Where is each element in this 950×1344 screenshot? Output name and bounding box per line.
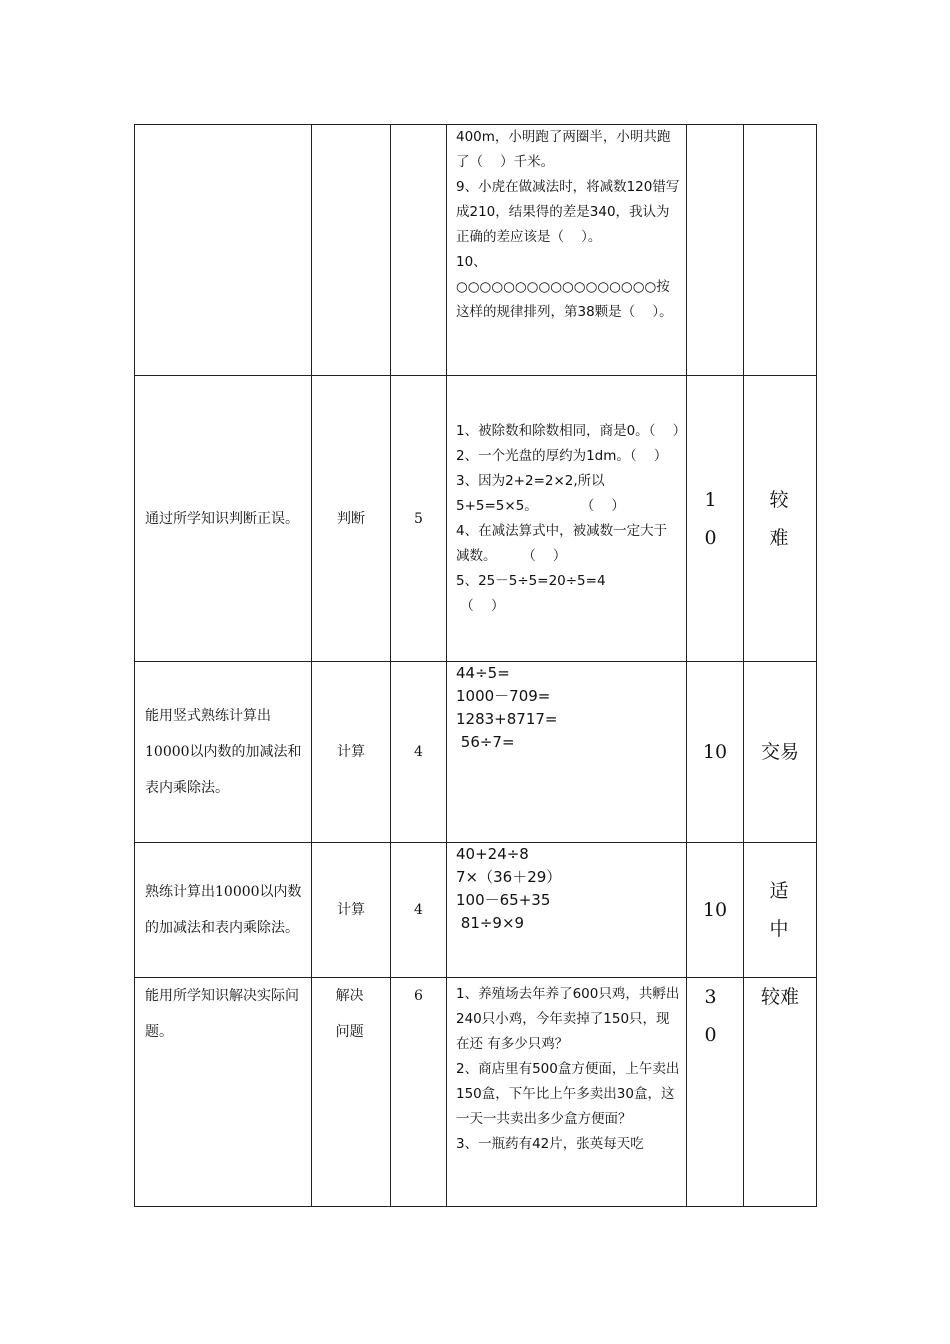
table-row [135,376,817,662]
objective-cell: 能用所学知识解决实际问题。 [135,978,312,1207]
assessment-table [134,124,817,1207]
objective-cell: 通过所学知识判断正误。 [135,376,312,662]
difficulty-cell [744,125,817,376]
table-row [135,978,817,1207]
question-item: 2、商店里有500盒方便面，上午卖出150盒，下午比上午多卖出30盒，这一天一共卖出多少盒方便面？ [456,1061,680,1127]
difficulty-cell [744,376,817,662]
questions-cell [447,125,687,376]
difficulty-cell: 较难 [744,978,817,1207]
score-cell: 10 [687,843,744,978]
question-item: 9、小虎在做减法时，将减数120错写成210，结果得的差是340，我认为正确的差应该是（ ）。 [456,179,680,245]
question-item: 5、25－5÷5=20÷5=4 （ ） [456,572,606,614]
question-item: 3、因为2+2=2×2,所以5+5=5×5。 （ ） [456,472,625,514]
count-cell [391,125,447,376]
question-item: 56÷7= [456,733,515,751]
score-cell: 10 [687,662,744,843]
question-item: 400m，小明跑了两圈半，小明共跑了（ ）千米。 [456,129,671,170]
difficulty-value: 较难 [769,488,789,549]
objective-cell: 熟练计算出10000以内数的加减法和表内乘除法。 [135,843,312,978]
question-item: 40+24÷8 [456,845,529,863]
count-cell: 4 [391,843,447,978]
score-cell [687,125,744,376]
difficulty-value: 适中 [769,880,789,940]
count-cell: 4 [391,662,447,843]
objective-cell: 能用竖式熟练计算出10000以内数的加减法和表内乘除法。 [135,662,312,843]
type-cell [312,978,391,1207]
count-cell: 5 [391,376,447,662]
type-cell [312,125,391,376]
table-row [135,125,817,376]
question-item: 1、养殖场去年养了600只鸡，共孵出240只小鸡，今年卖掉了150只，现在还 有多少只鸡？ [456,986,680,1052]
table-row [135,662,817,843]
question-item: 1283+8717= [456,710,558,728]
difficulty-cell [744,843,817,978]
score-cell [687,376,744,662]
questions-cell [447,376,687,662]
question-item: 1000－709= [456,687,551,705]
type-cell: 判断 [312,376,391,662]
question-item: 1、被除数和除数相同，商是0。（ ） [456,422,687,439]
score-value: 10 [704,488,717,549]
score-cell [687,978,744,1207]
type-value: 解决问题 [335,988,364,1040]
question-item: 81÷9×9 [456,914,525,932]
question-item: 7×（36＋29） [456,868,562,886]
question-item: 44÷5= [456,664,510,682]
question-item: 100－65+35 [456,891,551,909]
question-item: 10、○○○○○○○○○○○○○○○○○按这样的规律排列，第38颗是（ ）。 [456,254,673,320]
count-cell: 6 [391,978,447,1207]
objective-cell [135,125,312,376]
questions-cell [447,843,687,978]
type-cell: 计算 [312,843,391,978]
question-item: 4、在减法算式中，被减数一定大于减数。 （ ） [456,522,668,564]
question-item: 3、一瓶药有42片，张英每天吃 [456,1136,644,1152]
question-item: 2、一个光盘的厚约为1dm。（ ） [456,447,668,464]
score-value: 30 [704,986,717,1046]
type-cell: 计算 [312,662,391,843]
questions-cell [447,978,687,1207]
table-row [135,843,817,978]
difficulty-cell: 交易 [744,662,817,843]
questions-cell [447,662,687,843]
